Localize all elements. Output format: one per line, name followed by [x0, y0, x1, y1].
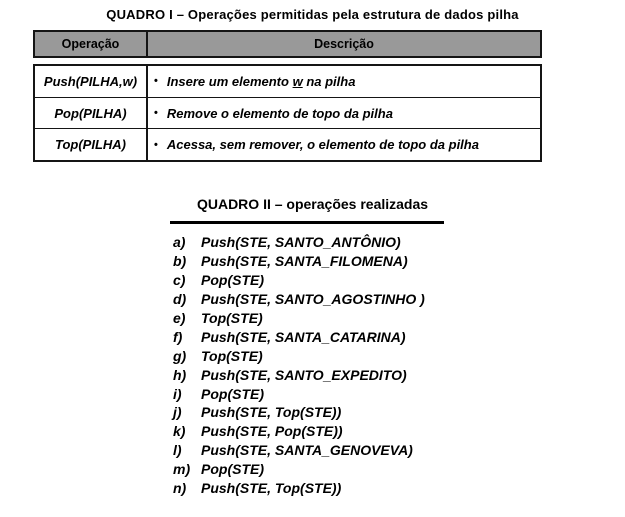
- list-item-text: Push(STE, Top(STE)): [201, 404, 342, 421]
- list-item-label: k): [173, 423, 186, 440]
- list-item-label: i): [173, 385, 182, 402]
- operation-cell: Push(PILHA,w): [35, 66, 148, 97]
- list-item: [173, 309, 425, 328]
- list-item-text: Push(STE, Top(STE)): [201, 480, 342, 497]
- operations-table-header: [33, 30, 542, 58]
- list-item: [173, 441, 425, 460]
- list-item-label: j): [173, 404, 182, 421]
- quadro1-title: QUADRO I – Operações permitidas pela estrutura de dados pilha: [106, 7, 519, 22]
- description-cell: [148, 98, 540, 129]
- list-item: [173, 460, 425, 479]
- list-item-text: Push(STE, SANTA_GENOVEVA): [201, 442, 413, 459]
- description-text: Acessa, sem remover, o elemento de topo da pilha: [166, 137, 479, 153]
- list-item: [173, 233, 425, 252]
- list-item-label: a): [173, 234, 186, 251]
- bullet-icon: •: [154, 75, 158, 88]
- list-item-text: Push(STE, SANTO_AGOSTINHO ): [201, 291, 425, 308]
- table-row: [35, 66, 540, 98]
- list-item: [173, 271, 425, 290]
- operations-table-body: [33, 64, 542, 162]
- list-item-text: Push(STE, SANTA_CATARINA): [201, 328, 406, 345]
- list-item-text: Pop(STE): [201, 272, 264, 289]
- description-cell: [148, 129, 540, 160]
- quadro2-title-rule: [170, 221, 444, 224]
- list-item: [173, 252, 425, 271]
- list-item-label: g): [173, 347, 187, 364]
- description-text: Insere um elemento w na pilha: [166, 73, 356, 89]
- list-item-label: b): [173, 253, 187, 270]
- list-item: [173, 290, 425, 309]
- list-item-text: Push(STE, SANTA_FILOMENA): [201, 253, 408, 270]
- list-item: [173, 479, 425, 498]
- list-item: [173, 365, 425, 384]
- list-item-text: Push(STE, SANTO_EXPEDITO): [201, 366, 407, 383]
- bullet-icon: •: [154, 138, 158, 151]
- list-item-label: c): [173, 272, 186, 289]
- list-item: [173, 403, 425, 422]
- header-cell-description: Descrição: [314, 37, 374, 51]
- list-item-label: n): [173, 480, 187, 497]
- list-item-label: d): [173, 291, 187, 308]
- list-item-text: Top(STE): [201, 310, 263, 326]
- list-item-label: h): [173, 366, 187, 383]
- list-item: [173, 384, 425, 403]
- list-item: [173, 327, 425, 346]
- list-item-text: Pop(STE): [201, 461, 264, 478]
- list-item-text: Push(STE, SANTO_ANTÔNIO): [201, 234, 401, 251]
- list-item-text: Push(STE, Pop(STE)): [201, 423, 343, 440]
- header-cell-operation: Operação: [35, 32, 148, 56]
- bullet-icon: •: [154, 107, 158, 119]
- list-item-label: e): [173, 310, 186, 326]
- list-item-label: f): [173, 328, 183, 345]
- table-row: [35, 129, 540, 160]
- operation-cell: Top(PILHA): [35, 129, 148, 160]
- operations-list: [173, 233, 425, 497]
- operation-cell: Pop(PILHA): [35, 98, 148, 129]
- list-item-label: m): [173, 461, 191, 478]
- list-item-label: l): [173, 442, 182, 459]
- list-item-text: Pop(STE): [201, 385, 264, 402]
- underlined-term: w: [292, 73, 303, 89]
- description-cell: [148, 66, 540, 97]
- list-item-text: Top(STE): [201, 347, 263, 364]
- quadro2-title: QUADRO II – operações realizadas: [196, 196, 429, 212]
- table-row: [35, 98, 540, 130]
- list-item: [173, 346, 425, 365]
- description-text: Remove o elemento de topo da pilha: [166, 105, 393, 121]
- list-item: [173, 422, 425, 441]
